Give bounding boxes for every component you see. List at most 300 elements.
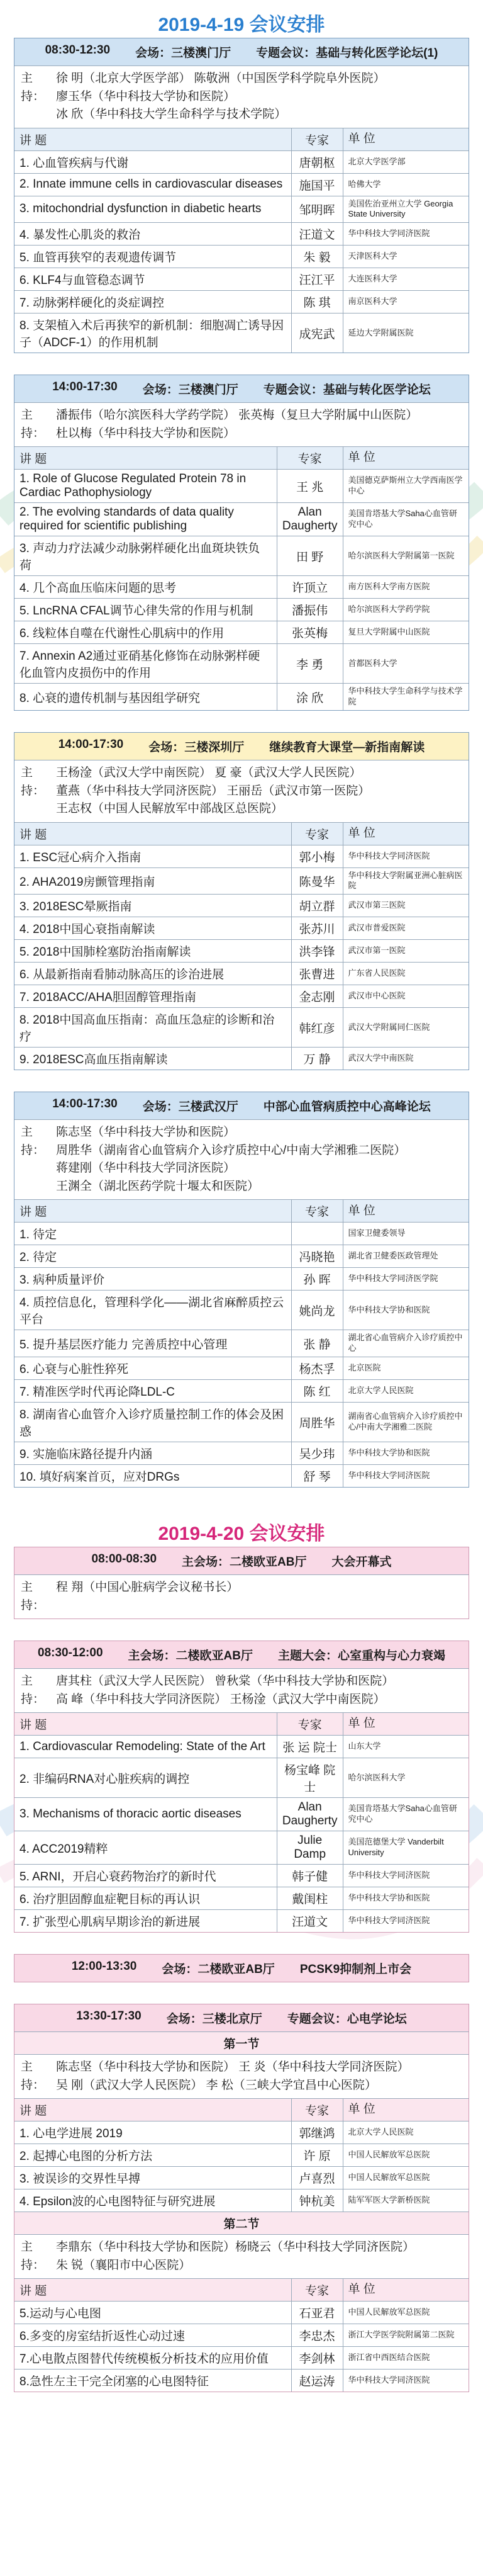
column-header: 单 位 bbox=[343, 1713, 469, 1736]
affiliation: 美国肯塔基大学Saha心血管研究中心 bbox=[343, 1798, 469, 1831]
lecture-title: 7.心电散点图替代传统模板分析技术的应用价值 bbox=[14, 2347, 291, 2370]
affiliation: 中国人民解放军总医院 bbox=[343, 2302, 469, 2324]
speaker-name: 陈 红 bbox=[291, 1380, 343, 1403]
host-names bbox=[56, 1673, 462, 1709]
session-hosts bbox=[14, 760, 469, 822]
speaker-name: 戴闺柱 bbox=[277, 1887, 343, 1910]
lecture-title: 4. 质控信息化，管理科学化——湖北省麻醉质控云平台 bbox=[14, 1291, 291, 1330]
session-hosts bbox=[14, 1668, 469, 1712]
affiliation: 南京医科大学 bbox=[343, 291, 469, 314]
host-label: 主持： bbox=[21, 2060, 45, 2092]
lecture-title: 1. ESC冠心病介入指南 bbox=[14, 845, 291, 867]
session-venue: 会场：三楼澳门厅 bbox=[142, 383, 238, 397]
table-row bbox=[14, 1291, 469, 1330]
lecture-table bbox=[14, 822, 469, 1070]
session-header bbox=[14, 1641, 469, 1668]
table-row bbox=[14, 2189, 469, 2212]
table-header-row bbox=[14, 822, 469, 845]
host-line: 冰 欣（华中科技大学生命科学与技术学院） bbox=[56, 108, 287, 121]
speaker-name: Julie Damp bbox=[277, 1831, 343, 1865]
host-label: 主持： bbox=[21, 2240, 45, 2272]
lecture-title: 2. 待定 bbox=[14, 1245, 291, 1268]
session-header bbox=[14, 1955, 469, 1982]
speaker-name: 张英梅 bbox=[277, 621, 343, 644]
host-names bbox=[56, 70, 462, 124]
table-row bbox=[14, 1887, 469, 1910]
table-row bbox=[14, 314, 469, 353]
lecture-title: 8. 心衰的遗传机制与基因组学研究 bbox=[14, 684, 277, 710]
host-label: 主持： bbox=[21, 1581, 45, 1612]
affiliation: 国家卫健委领导 bbox=[343, 1223, 469, 1245]
affiliation: 广东省人民医院 bbox=[343, 963, 469, 985]
lecture-title: 3. 声动力疗法减少动脉粥样硬化出血斑块铁负荷 bbox=[14, 536, 277, 576]
session-topic: PCSK9抑制剂上市会 bbox=[299, 1963, 412, 1977]
host-line: 朱 锐（襄阳市中心医院） bbox=[56, 2258, 191, 2272]
speaker-name: 石亚君 bbox=[291, 2302, 343, 2324]
lecture-title: 2. Innate immune cells in cardiovascular diseases bbox=[14, 173, 291, 196]
speaker-name: 卢喜烈 bbox=[291, 2167, 343, 2189]
lecture-title: 6. 线粒体自噬在代谢性心肌病中的作用 bbox=[14, 621, 277, 644]
session-hosts bbox=[14, 402, 469, 446]
table-header-row bbox=[14, 128, 469, 150]
session-topic: 大会开幕式 bbox=[331, 1556, 392, 1569]
column-header: 讲 题 bbox=[14, 2099, 291, 2121]
affiliation: 南方医科大学南方医院 bbox=[343, 576, 469, 599]
speaker-name: 陈曼华 bbox=[291, 867, 343, 895]
affiliation: 华中科技大学同济医院 bbox=[343, 845, 469, 867]
session-block bbox=[14, 732, 469, 1070]
lecture-title: 1. Cardiovascular Remodeling: State of the Art bbox=[14, 1736, 277, 1758]
speaker-name: 韩子健 bbox=[277, 1865, 343, 1887]
session-header bbox=[14, 2004, 469, 2031]
host-names bbox=[56, 764, 462, 818]
session-venue: 会场：三楼北京厅 bbox=[166, 2013, 262, 2026]
table-row bbox=[14, 1008, 469, 1048]
host-label: 主持： bbox=[21, 1675, 45, 1706]
host-label: 主持： bbox=[21, 1126, 45, 1157]
affiliation: 华中科技大学同济医院 bbox=[343, 1910, 469, 1933]
table-row bbox=[14, 1465, 469, 1488]
lecture-title: 1. 心血管疾病与代谢 bbox=[14, 150, 291, 173]
session-venue: 主会场：二楼欧亚AB厅 bbox=[128, 1649, 253, 1663]
table-row bbox=[14, 2324, 469, 2347]
host-names bbox=[56, 407, 462, 443]
session-topic: 中部心血管病质控中心高峰论坛 bbox=[263, 1100, 431, 1114]
session-topic: 专题会议：基础与转化医学论坛 bbox=[263, 383, 431, 397]
session-time: 13:30-17:30 bbox=[76, 2009, 142, 2023]
table-row bbox=[14, 1736, 469, 1758]
affiliation: 武汉市第一医院 bbox=[343, 940, 469, 963]
host-line: 程 翔（中国心脏病学会议秘书长） bbox=[56, 1581, 239, 1595]
speaker-name: 汪道文 bbox=[277, 1910, 343, 1933]
lecture-title: 5. 2018中国肺栓塞防治指南解读 bbox=[14, 940, 291, 963]
affiliation: 湖北省卫健委医政管理处 bbox=[343, 1245, 469, 1268]
lecture-title: 9. 2018ESC高血压指南解读 bbox=[14, 1048, 291, 1070]
speaker-name: 金志刚 bbox=[291, 985, 343, 1008]
lecture-title: 7. 扩张型心肌病早期诊治的新进展 bbox=[14, 1910, 277, 1933]
session-time: 08:00-08:30 bbox=[91, 1552, 157, 1566]
host-line: 杜以梅（华中科技大学协和医院） bbox=[56, 426, 236, 440]
table-row bbox=[14, 2144, 469, 2167]
session-time: 14:00-17:30 bbox=[52, 1097, 118, 1111]
speaker-name: 张 静 bbox=[291, 1330, 343, 1357]
lecture-title: 3. 被误诊的交界性早搏 bbox=[14, 2167, 291, 2189]
session-header bbox=[14, 38, 469, 65]
lecture-table bbox=[14, 446, 469, 710]
host-line: 周胜华（湖南省心血管病介入诊疗质控中心/中南大学湘雅二医院） bbox=[56, 1143, 406, 1157]
affiliation: 中国人民解放军总医院 bbox=[343, 2144, 469, 2167]
lecture-title: 9. 实施临床路径提升内涵 bbox=[14, 1442, 291, 1465]
table-row bbox=[14, 2302, 469, 2324]
affiliation: 华中科技大学同济医学院 bbox=[343, 1268, 469, 1291]
column-header: 专家 bbox=[291, 822, 343, 845]
affiliation: 华中科技大学协和医院 bbox=[343, 1442, 469, 1465]
affiliation: 华中科技大学同济医院 bbox=[343, 223, 469, 246]
speaker-name: 李 勇 bbox=[277, 644, 343, 684]
table-row bbox=[14, 599, 469, 621]
lecture-title: 7. 精准医学时代再论降LDL-C bbox=[14, 1380, 291, 1403]
speaker-name: 洪李锋 bbox=[291, 940, 343, 963]
lecture-table bbox=[14, 128, 469, 353]
affiliation: 北京大学人民医院 bbox=[343, 2121, 469, 2144]
session-topic: 专题会议：基础与转化医学论坛(1) bbox=[256, 47, 438, 60]
session-hosts bbox=[14, 65, 469, 128]
table-row bbox=[14, 684, 469, 710]
session-header bbox=[14, 375, 469, 402]
column-header: 专家 bbox=[291, 2099, 343, 2121]
lecture-title: 5. 血管再狭窄的表观遗传调节 bbox=[14, 246, 291, 268]
column-header: 专家 bbox=[277, 447, 343, 470]
lecture-title: 3. 病种质量评价 bbox=[14, 1268, 291, 1291]
lecture-title: 5.运动与心电图 bbox=[14, 2302, 291, 2324]
column-header: 讲 题 bbox=[14, 1713, 277, 1736]
opening-ceremony-block bbox=[14, 1547, 469, 1619]
table-row bbox=[14, 1910, 469, 1933]
table-header-row bbox=[14, 1713, 469, 1736]
lecture-title: 2. The evolving standards of data quality required for scientific publishing bbox=[14, 503, 277, 536]
table-row bbox=[14, 503, 469, 536]
affiliation: 首都医科大学 bbox=[343, 644, 469, 684]
table-row bbox=[14, 268, 469, 291]
host-line: 董燕（华中科技大学同济医院） 王丽岳（武汉市第一医院） bbox=[56, 784, 370, 798]
affiliation: 武汉市中心医院 bbox=[343, 985, 469, 1008]
table-row bbox=[14, 621, 469, 644]
column-header: 单 位 bbox=[343, 447, 469, 470]
speaker-name: 姚尚龙 bbox=[291, 1291, 343, 1330]
lecture-title: 3. mitochondrial dysfunction in diabetic hearts bbox=[14, 196, 291, 223]
host-line: 潘振伟（哈尔滨医科大学药学院） 张英梅（复旦大学附属中山医院） bbox=[56, 409, 418, 422]
session-time: 14:00-17:30 bbox=[58, 738, 124, 752]
table-header-row bbox=[14, 2279, 469, 2302]
affiliation: 浙江省中西医结合医院 bbox=[343, 2347, 469, 2370]
session-block bbox=[14, 1641, 469, 1933]
host-line: 蒋建刚（华中科技大学同济医院） bbox=[56, 1161, 236, 1175]
affiliation: 哈尔滨医科大学 bbox=[343, 1758, 469, 1798]
section-title: 第二节 bbox=[14, 2212, 469, 2234]
lecture-title: 6. 从最新指南看肺动脉高压的诊治进展 bbox=[14, 963, 291, 985]
table-row bbox=[14, 173, 469, 196]
table-row bbox=[14, 1442, 469, 1465]
session-venue: 会场：三楼深圳厅 bbox=[148, 741, 245, 755]
host-line: 唐其柱（武汉大学人民医院） 曾秋棠（华中科技大学协和医院） bbox=[56, 1675, 394, 1688]
speaker-name: 汪道文 bbox=[291, 223, 343, 246]
affiliation: 山东大学 bbox=[343, 1736, 469, 1758]
lecture-title: 3. Mechanisms of thoracic aortic diseases bbox=[14, 1798, 277, 1831]
speaker-name: 朱 毅 bbox=[291, 246, 343, 268]
session-venue: 主会场：二楼欧亚AB厅 bbox=[182, 1556, 307, 1569]
column-header: 讲 题 bbox=[14, 1200, 291, 1223]
speaker-name: 周胜华 bbox=[291, 1403, 343, 1442]
lecture-title: 1. 待定 bbox=[14, 1223, 291, 1245]
lecture-title: 4. 暴发性心肌炎的救治 bbox=[14, 223, 291, 246]
speaker-name: 胡立群 bbox=[291, 895, 343, 917]
table-row bbox=[14, 985, 469, 1008]
host-line: 陈志坚（华中科技大学协和医院） bbox=[56, 1126, 236, 1139]
table-row bbox=[14, 223, 469, 246]
speaker-name: 邹明晖 bbox=[291, 196, 343, 223]
lecture-title: 6.多变的房室结折返性心动过速 bbox=[14, 2324, 291, 2347]
host-line: 王渊全（湖北医药学院十堰太和医院） bbox=[56, 1179, 260, 1193]
session-venue: 会场：三楼澳门厅 bbox=[135, 47, 231, 60]
speaker-name: 张 运 院士 bbox=[277, 1736, 343, 1758]
speaker-name: 吴少玮 bbox=[291, 1442, 343, 1465]
affiliation: 陆军军医大学新桥医院 bbox=[343, 2189, 469, 2212]
table-row bbox=[14, 536, 469, 576]
table-row bbox=[14, 1798, 469, 1831]
host-label: 主持： bbox=[21, 72, 45, 103]
lecture-title: 4. Epsilon波的心电图特征与研究进展 bbox=[14, 2189, 291, 2212]
host-label: 主持： bbox=[21, 409, 45, 440]
lecture-title: 5. ARNI，开启心衰药物治疗的新时代 bbox=[14, 1865, 277, 1887]
affiliation: 北京大学医学部 bbox=[343, 150, 469, 173]
speaker-name: 冯晓艳 bbox=[291, 1245, 343, 1268]
affiliation: 哈尔滨医科大学附属第一医院 bbox=[343, 536, 469, 576]
speaker-name: 赵运涛 bbox=[291, 2370, 343, 2392]
table-row bbox=[14, 644, 469, 684]
session-venue: 会场：三楼武汉厅 bbox=[142, 1100, 238, 1114]
affiliation: 湖南省心血管病介入诊疗质控中心/中南大学湘雅二医院 bbox=[343, 1403, 469, 1442]
table-row bbox=[14, 196, 469, 223]
plenary-session bbox=[14, 1641, 469, 1933]
table-row bbox=[14, 1245, 469, 1268]
speaker-name: 李剑林 bbox=[291, 2347, 343, 2370]
host-line: 高 峰（华中科技大学同济医院） 王杨淦（武汉大学中南医院） bbox=[56, 1692, 386, 1706]
affiliation: 华中科技大学生命科学与技术学院 bbox=[343, 684, 469, 710]
lecture-table bbox=[14, 2278, 469, 2392]
affiliation: 华中科技大学同济医院 bbox=[343, 2370, 469, 2392]
lecture-title: 7. 动脉粥样硬化的炎症调控 bbox=[14, 291, 291, 314]
speaker-name: 成宪武 bbox=[291, 314, 343, 353]
affiliation: 中国人民解放军总医院 bbox=[343, 2167, 469, 2189]
lecture-title: 2. AHA2019房颤管理指南 bbox=[14, 867, 291, 895]
affiliation: 北京医院 bbox=[343, 1357, 469, 1380]
lecture-title: 1. Role of Glucose Regulated Protein 78 in Cardiac Pathophysiology bbox=[14, 470, 277, 503]
lecture-title: 4. 几个高血压临床问题的思考 bbox=[14, 576, 277, 599]
lecture-title: 4. 2018中国心衰指南解读 bbox=[14, 917, 291, 940]
lecture-title: 1. 心电学进展 2019 bbox=[14, 2121, 291, 2144]
column-header: 讲 题 bbox=[14, 447, 277, 470]
session-topic: 主题大会：心室重构与心力衰竭 bbox=[277, 1649, 445, 1663]
table-header-row bbox=[14, 447, 469, 470]
affiliation: 武汉市第三医院 bbox=[343, 895, 469, 917]
speaker-name: Alan Daugherty bbox=[277, 503, 343, 536]
table-row bbox=[14, 1330, 469, 1357]
affiliation: 华中科技大学协和医院 bbox=[343, 1291, 469, 1330]
affiliation: 美国范德堡大学 Vanderbilt University bbox=[343, 1831, 469, 1865]
lecture-table bbox=[14, 1712, 469, 1932]
lecture-title: 3. 2018ESC晕厥指南 bbox=[14, 895, 291, 917]
speaker-name: 杨宝峰 院士 bbox=[277, 1758, 343, 1798]
session-header bbox=[14, 1092, 469, 1119]
lecture-table bbox=[14, 1199, 469, 1487]
speaker-name: Alan Daugherty bbox=[277, 1798, 343, 1831]
session-hosts bbox=[14, 2234, 469, 2278]
affiliation: 浙江大学医学院附属第二医院 bbox=[343, 2324, 469, 2347]
speaker-name: 郭小梅 bbox=[291, 845, 343, 867]
affiliation: 天津医科大学 bbox=[343, 246, 469, 268]
speaker-name: 郭继鸿 bbox=[291, 2121, 343, 2144]
affiliation: 华中科技大学协和医院 bbox=[343, 1887, 469, 1910]
affiliation: 武汉市普爱医院 bbox=[343, 917, 469, 940]
lecture-title: 8. 2018中国高血压指南：高血压急症的诊断和治疗 bbox=[14, 1008, 291, 1048]
speaker-name: 李忠杰 bbox=[291, 2324, 343, 2347]
table-row bbox=[14, 895, 469, 917]
session-block bbox=[14, 38, 469, 353]
table-row bbox=[14, 576, 469, 599]
speaker-name: 唐朝枢 bbox=[291, 150, 343, 173]
session-hosts bbox=[14, 1574, 469, 1618]
speaker-name: 涂 欣 bbox=[277, 684, 343, 710]
table-row bbox=[14, 1357, 469, 1380]
host-line: 徐 明（北京大学医学部） 陈敬洲（中国医学科学院阜外医院） bbox=[56, 72, 386, 85]
session-time: 08:30-12:30 bbox=[45, 43, 111, 57]
affiliation: 哈佛大学 bbox=[343, 173, 469, 196]
day1-sessions bbox=[14, 38, 469, 1488]
affiliation: 复旦大学附属中山医院 bbox=[343, 621, 469, 644]
table-row bbox=[14, 2121, 469, 2144]
column-header: 单 位 bbox=[343, 128, 469, 150]
table-row bbox=[14, 2167, 469, 2189]
speaker-name: 汪江平 bbox=[291, 268, 343, 291]
host-line: 王志权（中国人民解放军中部战区总医院） bbox=[56, 802, 284, 816]
column-header: 讲 题 bbox=[14, 2279, 291, 2302]
column-header: 讲 题 bbox=[14, 822, 291, 845]
table-row bbox=[14, 940, 469, 963]
column-header: 单 位 bbox=[343, 822, 469, 845]
table-row bbox=[14, 150, 469, 173]
speaker-name: 潘振伟 bbox=[277, 599, 343, 621]
session-block bbox=[14, 1092, 469, 1488]
speaker-name: 韩红彦 bbox=[291, 1008, 343, 1048]
ecg-forum-block bbox=[14, 2004, 469, 2392]
affiliation: 美国德克萨斯州立大学西南医学中心 bbox=[343, 470, 469, 503]
table-row bbox=[14, 470, 469, 503]
speaker-name bbox=[291, 1223, 343, 1245]
column-header: 单 位 bbox=[343, 1200, 469, 1223]
pcsk9-launch-block bbox=[14, 1954, 469, 1982]
table-row bbox=[14, 845, 469, 867]
lecture-title: 6. 心衰与心脏性猝死 bbox=[14, 1357, 291, 1380]
table-row bbox=[14, 1865, 469, 1887]
lecture-title: 5. LncRNA CFAL调节心律失常的作用与机制 bbox=[14, 599, 277, 621]
lecture-title: 6. 治疗胆固醇血症靶目标的再认识 bbox=[14, 1887, 277, 1910]
column-header: 专家 bbox=[291, 2279, 343, 2302]
session-time: 12:00-13:30 bbox=[71, 1960, 137, 1974]
lecture-title: 8. 湖南省心血管介入诊疗质量控制工作的体会及困惑 bbox=[14, 1403, 291, 1442]
table-row bbox=[14, 1831, 469, 1865]
table-row bbox=[14, 246, 469, 268]
speaker-name: 舒 琴 bbox=[291, 1465, 343, 1488]
speaker-name: 许顶立 bbox=[277, 576, 343, 599]
table-row bbox=[14, 963, 469, 985]
affiliation: 美国肯塔基大学Saha心血管研究中心 bbox=[343, 503, 469, 536]
speaker-name: 王 兆 bbox=[277, 470, 343, 503]
affiliation: 北京大学人民医院 bbox=[343, 1380, 469, 1403]
host-line: 陈志坚（华中科技大学协和医院） 王 炎（华中科技大学同济医院） bbox=[56, 2060, 409, 2074]
affiliation: 延边大学附属医院 bbox=[343, 314, 469, 353]
column-header: 单 位 bbox=[343, 2099, 469, 2121]
table-row bbox=[14, 1403, 469, 1442]
lecture-title: 2. 起搏心电图的分析方法 bbox=[14, 2144, 291, 2167]
table-row bbox=[14, 2370, 469, 2392]
host-line: 王杨淦（武汉大学中南医院） 夏 豪（武汉大学人民医院） bbox=[56, 766, 362, 780]
lecture-title: 4. ACC2019精粹 bbox=[14, 1831, 277, 1865]
table-header-row bbox=[14, 2099, 469, 2121]
speaker-name: 施国平 bbox=[291, 173, 343, 196]
table-header-row bbox=[14, 1200, 469, 1223]
affiliation: 武汉大学附属同仁医院 bbox=[343, 1008, 469, 1048]
speaker-name: 杨杰孚 bbox=[291, 1357, 343, 1380]
affiliation: 湖北省心血管病介入诊疗质控中心 bbox=[343, 1330, 469, 1357]
lecture-title: 8.急性左主干完全闭塞的心电图特征 bbox=[14, 2370, 291, 2392]
lecture-title: 2. 非编码RNA对心脏疾病的调控 bbox=[14, 1758, 277, 1798]
host-label: 主持： bbox=[21, 766, 45, 798]
affiliation: 美国佐治亚州立大学 Georgia State University bbox=[343, 196, 469, 223]
affiliation: 武汉大学中南医院 bbox=[343, 1048, 469, 1070]
session-venue: 会场：二楼欧亚AB厅 bbox=[162, 1963, 275, 1977]
session-hosts bbox=[14, 1119, 469, 1199]
affiliation: 华中科技大学附属亚洲心脏病医院 bbox=[343, 867, 469, 895]
session-topic: 继续教育大课堂—新指南解读 bbox=[269, 741, 425, 755]
affiliation: 华中科技大学同济医院 bbox=[343, 1865, 469, 1887]
table-row bbox=[14, 917, 469, 940]
lecture-title: 7. 2018ACC/AHA胆固醇管理指南 bbox=[14, 985, 291, 1008]
host-line: 吴 刚（武汉大学人民医院） 李 松（三峡大学宜昌中心医院） bbox=[56, 2078, 377, 2092]
host-line: 李鼎东（华中科技大学协和医院）杨晓云（华中科技大学同济医院） bbox=[56, 2240, 415, 2254]
table-row bbox=[14, 867, 469, 895]
table-row bbox=[14, 2347, 469, 2370]
speaker-name: 钟杭美 bbox=[291, 2189, 343, 2212]
table-row bbox=[14, 291, 469, 314]
table-row bbox=[14, 1223, 469, 1245]
session-header bbox=[14, 1547, 469, 1574]
column-header: 单 位 bbox=[343, 2279, 469, 2302]
speaker-name: 许 原 bbox=[291, 2144, 343, 2167]
session-block bbox=[14, 375, 469, 711]
session-header bbox=[14, 733, 469, 760]
table-row bbox=[14, 1380, 469, 1403]
table-row bbox=[14, 1268, 469, 1291]
lecture-title: 10. 填好病案首页，应对DRGs bbox=[14, 1465, 291, 1488]
session-hosts bbox=[14, 2054, 469, 2098]
speaker-name: 万 静 bbox=[291, 1048, 343, 1070]
table-row bbox=[14, 1048, 469, 1070]
lecture-title: 7. Annexin A2通过亚硝基化修饰在动脉粥样硬化血管内皮损伤中的作用 bbox=[14, 644, 277, 684]
session-topic: 专题会议：心电学论坛 bbox=[287, 2013, 407, 2026]
lecture-title: 8. 支架植入术后再狭窄的新机制：细胞凋亡诱导因子（ADCF-1）的作用机制 bbox=[14, 314, 291, 353]
speaker-name: 张苏川 bbox=[291, 917, 343, 940]
lecture-title: 5. 提升基层医疗能力 完善质控中心管理 bbox=[14, 1330, 291, 1357]
